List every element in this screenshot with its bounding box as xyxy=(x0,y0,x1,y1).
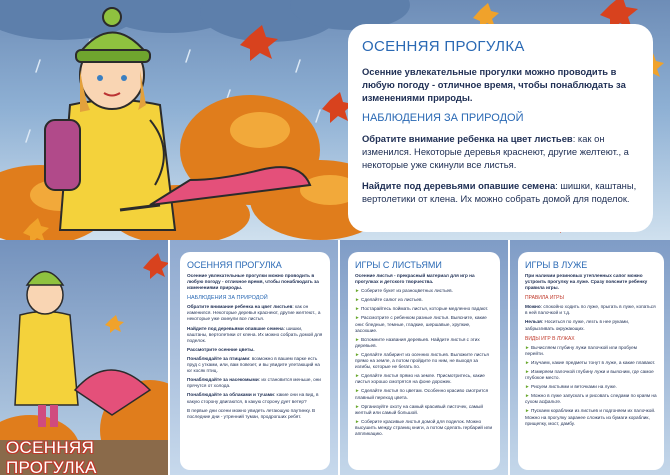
rules-list-item: Нельзя: Носиться по луже, лезть в нее руками, забрызгивать окружающих. xyxy=(525,319,630,331)
panel-leaves xyxy=(340,240,508,475)
rules-list xyxy=(525,304,657,331)
walk-list-item: Понаблюдайте за птицами: возможно в вашем парке есть пруд с утками, или, вам повезет, и вы увидите улетающий на юг косяк птиц. xyxy=(187,355,320,374)
leaves-list-item: ► Сделайте листья прямо на земле. Присмотритесь, какие листья хорошо смотрятся на фоне дорожек. xyxy=(355,373,485,385)
games-list-item: ► Вычисляем глубину лужи палочкой или пробуем перейти. xyxy=(525,344,637,356)
bullet-icon: ► xyxy=(355,306,361,312)
puddles-title: ИГРЫ В ЛУЖЕ xyxy=(525,260,588,270)
panel-cover xyxy=(0,240,168,475)
puddles-card xyxy=(518,252,664,470)
bullet-icon: ► xyxy=(355,336,361,342)
cover-caption: ОСЕННЯЯ ПРОГУЛКА xyxy=(6,438,97,475)
hero-section-title: НАБЛЮДЕНИЯ ЗА ПРИРОДОЙ xyxy=(362,112,524,124)
bullet-icon: ► xyxy=(525,344,531,350)
bullet-icon: ► xyxy=(525,393,531,399)
walk-list xyxy=(187,304,323,420)
bullet-icon: ► xyxy=(525,408,531,414)
panel-puddles xyxy=(510,240,670,475)
leaves-title: ИГРЫ С ЛИСТЬЯМИ xyxy=(355,260,442,270)
leaves-list-item: ► Рассмотрите с ребенком разные листья. Выясните, какие они: бледные, темные, гладкие, шершавые, хрупкие, засохшие. xyxy=(355,315,487,333)
leaves-list-item: ► Организуйте охоту на самый красивый листочек, самый желтый или самый большой. xyxy=(355,403,484,415)
leaves-list-item: ► Сделайте листья по цветам. Особенно красиво смотрится плавный переход цвета. xyxy=(355,388,489,400)
walk-list-item: Обратите внимание ребенка на цвет листьев: как он изменился. Некоторые деревья краснеют, другие желтеют., а некоторые уже скинули все листья. xyxy=(187,304,321,322)
leaves-list-item: ► Соберите красивые листья домой для поделок. Можно высушить между страниц книги, а потом сделать гербарий или аппликацию. xyxy=(355,418,493,436)
bullet-icon: ► xyxy=(525,368,531,374)
games-list-item: ► Измеряем палочкой глубину лужи и выясним, где самое глубокое место. xyxy=(525,368,654,381)
leaves-list-item: ► Сделайте лабиринт из осенних листьев. Выложите листья прямо на земле, а потом пройдите по ним, не выходя за изгибы, которые не бегать по. xyxy=(355,351,489,370)
bullet-icon: ► xyxy=(525,384,531,390)
games-list-item: ► Изучаем, какие предметы тонут в луже, а какие плавают. xyxy=(525,359,656,365)
rules-list-item: Можно: спокойно ходить по луже, прыгать в луже, копаться в ней палочкой и т.д. xyxy=(525,304,656,316)
hero-title: ОСЕННЯЯ ПРОГУЛКА xyxy=(362,38,525,55)
rules-title: ПРАВИЛА ИГРЫ xyxy=(525,295,564,302)
bullet-icon: ► xyxy=(525,359,531,365)
leaves-lead: Осенние листья - прекрасный материал для игр на прогулках и детского творчества. xyxy=(355,273,475,285)
panel-walk xyxy=(170,240,338,475)
leaves-list-item: ► Соберите букет из разноцветных листьев. xyxy=(355,288,453,294)
leaves-list xyxy=(355,288,493,437)
leaves-list-item: ► Постарайтесь поймать листья, которые медленно падают. xyxy=(355,306,489,312)
games-list-item: ► Можно в луже запускать и рисовать следами по краям на сухом асфальте. xyxy=(525,393,657,405)
hero-text-card xyxy=(348,24,653,232)
games-title: ВИДЫ ИГР В ЛУЖАХ xyxy=(525,335,575,342)
bullet-icon: ► xyxy=(355,403,361,409)
walk-list-item: В первые дни осени можно увидеть летающую паутинку. В последние дни - утренний туман, продрогших ребят. xyxy=(187,407,316,419)
games-list-item: ► Пускаем кораблики из листьев и подгоняем их палочкой. Можно на прогулку заранее сложить из бумаги кораблик, прищепку, мост, дамбу. xyxy=(525,408,656,426)
leaves-list-item: ► Вспомните названия деревьев. Найдите листья с этих деревьев. xyxy=(355,336,480,348)
bullet-icon: ► xyxy=(355,373,361,379)
games-list-item: ► Рисуем листьями и веточками на луже. xyxy=(525,384,617,390)
bullet-icon: ► xyxy=(355,418,361,424)
walk-list-item: Понаблюдайте за облаками и тучами: какие они на вид, в какую сторону двигаются, в какую сторону дует ветер? xyxy=(187,392,319,404)
walk-section-title: НАБЛЮДЕНИЯ ЗА ПРИРОДОЙ xyxy=(187,295,268,302)
walk-card xyxy=(180,252,330,470)
bullet-icon: ► xyxy=(355,388,361,394)
hero-paragraph-2: Найдите под деревьями опавшие семена: шишки, каштаны, вертолетики от клена. Их можно собрать домой для поделок. xyxy=(362,180,637,204)
walk-list-item: Найдите под деревьями опавшие семена: шишки, каштаны, вертолетики от клена. Их можно собрать домой для поделок. xyxy=(187,325,323,343)
puddles-lead: При наличии резиновых утепленных сапог можно устроить прогулку на луже. Сразу поясните ребенку правила игры. xyxy=(525,273,648,291)
leaves-list-item: ► Сделайте салют из листьев. xyxy=(355,297,423,303)
walk-title: ОСЕННЯЯ ПРОГУЛКА xyxy=(187,260,282,270)
bullet-icon: ► xyxy=(355,288,361,294)
games-list xyxy=(525,345,657,427)
walk-list-item: Понаблюдайте за насекомыми: их становится меньше, они прячутся от холода. xyxy=(187,377,321,389)
walk-list-item: Рассмотрите осенние цветы. xyxy=(187,346,255,352)
bullet-icon: ► xyxy=(355,351,361,357)
leaves-card xyxy=(348,252,500,470)
walk-lead: Осенние увлекательные прогулки можно проводить в любую погоду - отличное время, чтобы понаблюдать за изменениями природы. xyxy=(187,273,319,291)
hero-lead: Осенние увлекательные прогулки можно проводить в любую погоду - отличное время, чтобы понаблюдать за изменениями природы. xyxy=(362,66,626,103)
bullet-icon: ► xyxy=(355,315,361,321)
bullet-icon: ► xyxy=(355,297,361,303)
hero-paragraph-1: Обратите внимание ребенка на цвет листьев: как он изменился. Некоторые деревья краснеют, другие желтеют., а некоторые уже скинули все листья. xyxy=(362,133,629,170)
